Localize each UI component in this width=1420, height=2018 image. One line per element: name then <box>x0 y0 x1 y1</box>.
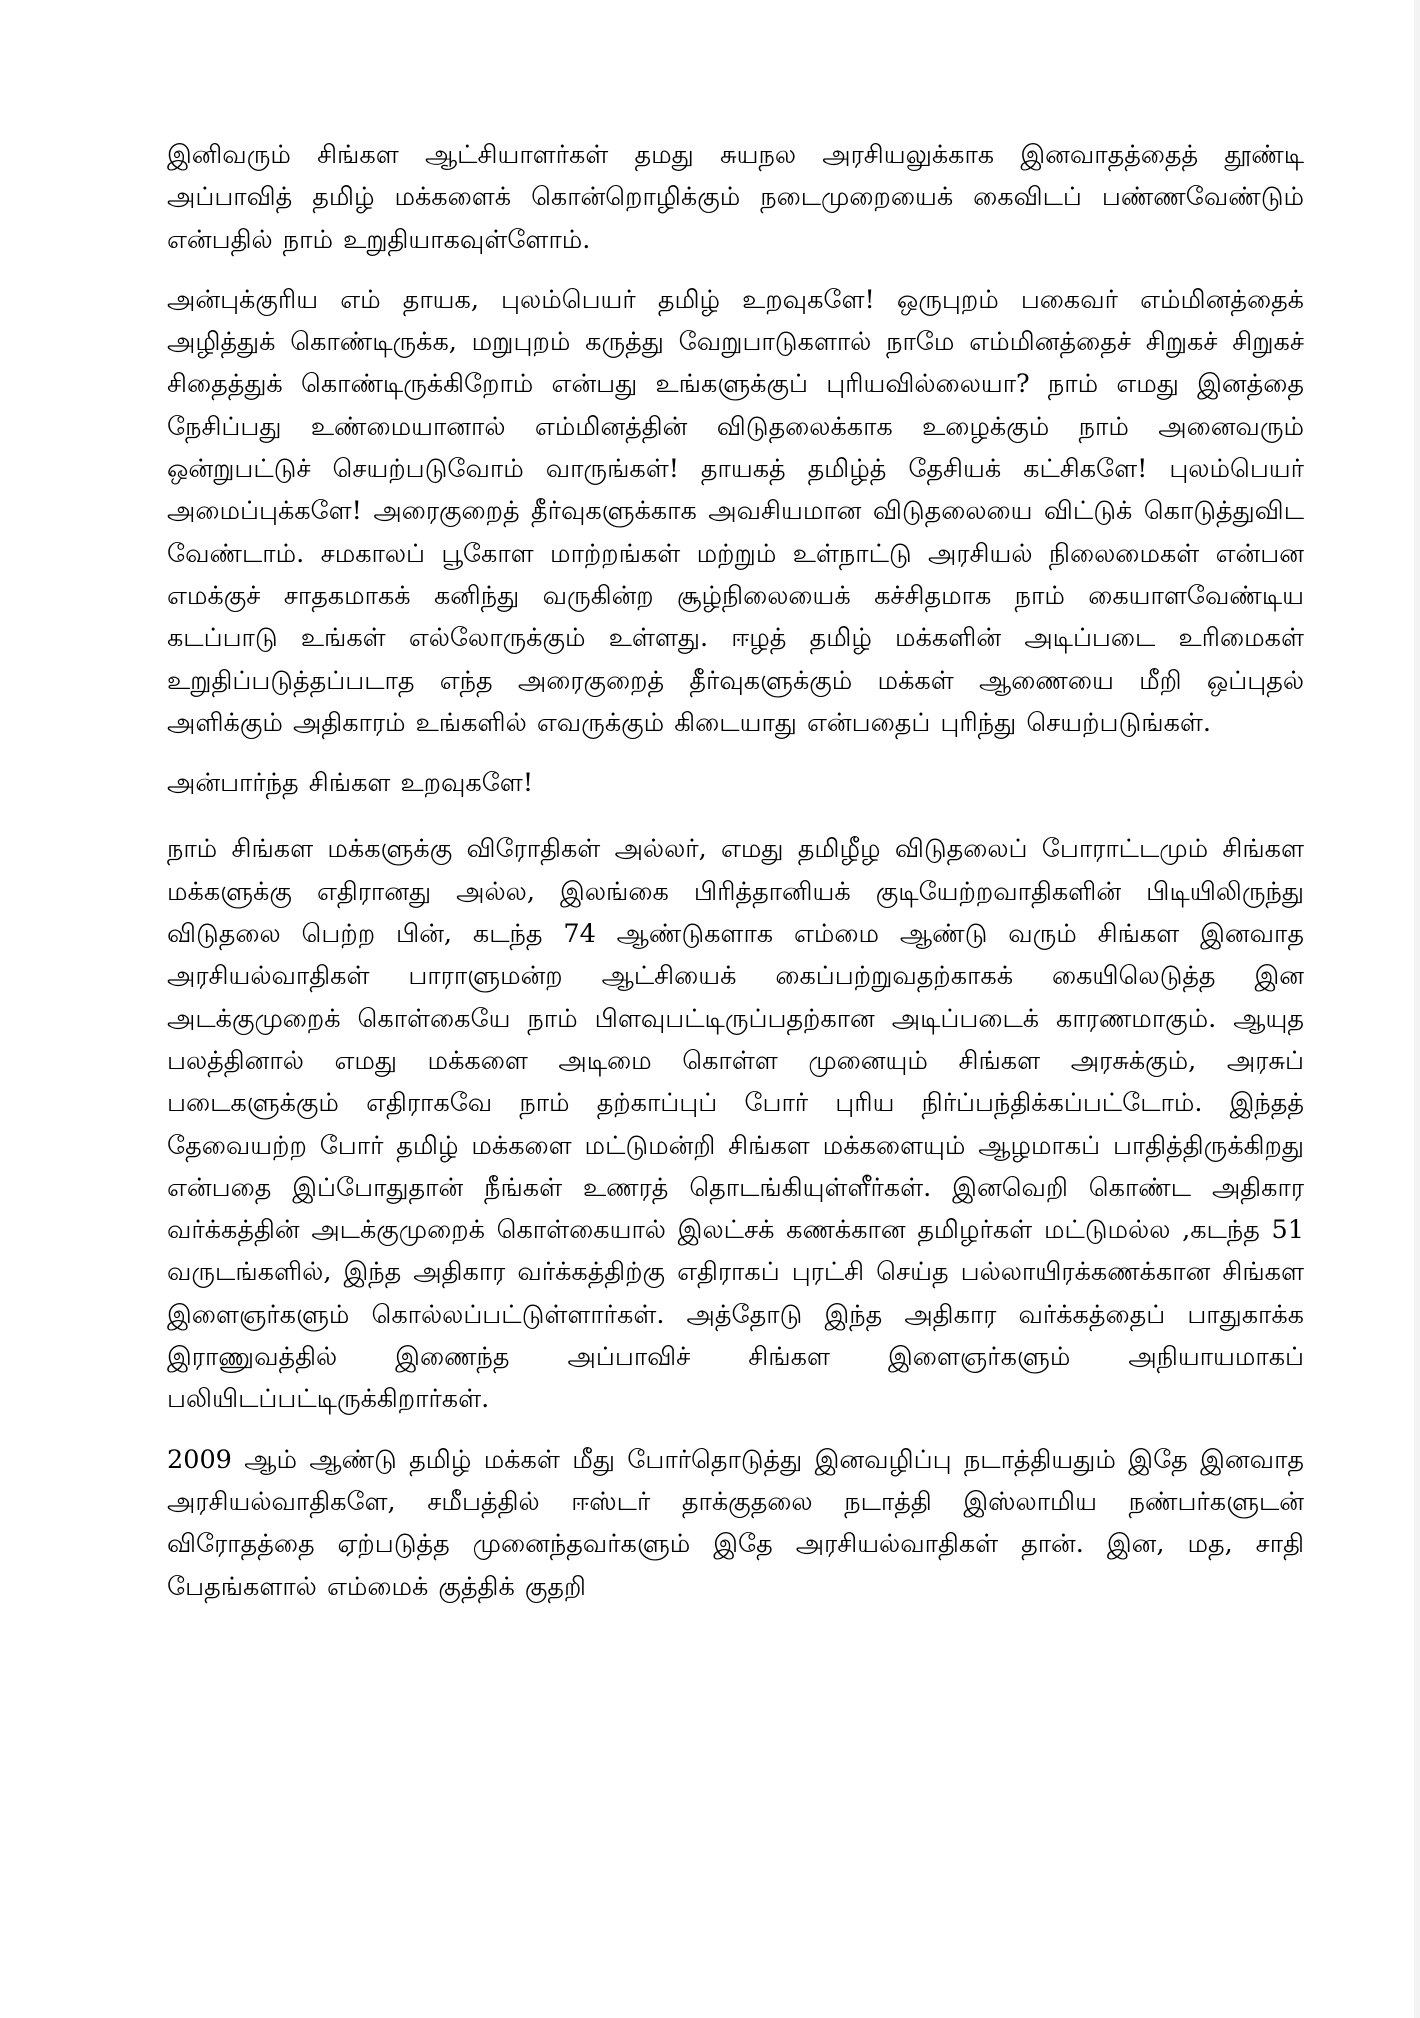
paragraph-1: இனிவரும் சிங்கள ஆட்சியாளர்கள் தமது சுயநல அரசியலுக்காக இனவாதத்தைத் தூண்டி அப்பாவித் தமிழ் மக்களைக் கொன்றொழிக்கும் நடைமுறையைக் கைவிடப் பண்ணவேண்டும் என்பதில் நாம் உறுதியாகவுள்ளோம். <box>167 140 1304 255</box>
paragraph-5: 2009 ஆம் ஆண்டு தமிழ் மக்கள் மீது போர்தொடுத்து இனவழிப்பு நடாத்தியதும் இதே இனவாத அரசியல்வாதிகளே, சமீபத்தில் ஈஸ்டர் தாக்குதலை நடாத்தி இஸ்லாமிய நண்பர்களுடன் விரோதத்தை ஏற்படுத்த முனைந்தவர்களும் இதே அரசியல்வாதிகள் தான். இன, மத, சாதி பேதங்களால் எம்மைக் குத்திக் குதறி <box>167 1444 1304 1602</box>
paragraph-2: அன்புக்குரிய எம் தாயக, புலம்பெயர் தமிழ் உறவுகளே! ஒருபுறம் பகைவர் எம்மினத்தைக் அழித்துக் கொண்டிருக்க, மறுபுறம் கருத்து வேறுபாடுகளால் நாமே எம்மினத்தைச் சிறுகச் சிறுகச் சிதைத்துக் கொண்டிருக்கிறோம் என்பது உங்களுக்குப் புரியவில்லையா? நாம் எமது இனத்தை நேசிப்பது உண்மையானால் எம்மினத்தின் விடுதலைக்காக உழைக்கும் நாம் அனைவரும் ஒன்றுபட்டுச் செயற்படுவோம் வாருங்கள்! தாயகத் தமிழ்த் தேசியக் கட்சிகளே! புலம்பெயர் அமைப்புக்களே! அரைகுறைத் தீர்வுகளுக்காக அவசியமான விடுதலையை விட்டுக் கொடுத்துவிட வேண்டாம். சமகாலப் பூகோள மாற்றங்கள் மற்றும் உள்நாட்டு அரசியல் நிலைமைகள் என்பன எமக்குச் சாதகமாகக் கனிந்து வருகின்ற சூழ்நிலையைக் கச்சிதமாக நாம் கையாளவேண்டிய கடப்பாடு உங்கள் எல்லோருக்கும் உள்ளது. ஈழத் தமிழ் மக்களின் அடிப்படை உரிமைகள் உறுதிப்படுத்தப்படாத எந்த அரைகுறைத் தீர்வுகளுக்கும் மக்கள் ஆணையை மீறி ஒப்புதல் அளிக்கும் அதிகாரம் உங்களில் எவருக்கும் கிடையாது என்பதைப் புரிந்து செயற்படுங்கள். <box>167 284 1304 738</box>
page-edge <box>1414 0 1420 2018</box>
paragraph-3-salutation: அன்பார்ந்த சிங்கள உறவுகளே! <box>167 768 534 799</box>
paragraph-4: நாம் சிங்கள மக்களுக்கு விரோதிகள் அல்லர், எமது தமிழீழ விடுதலைப் போராட்டமும் சிங்கள மக்களுக்கு எதிரானது அல்ல, இலங்கை பிரித்தானியக் குடியேற்றவாதிகளின் பிடியிலிருந்து விடுதலை பெற்ற பின், கடந்த 74 ஆண்டுகளாக எம்மை ஆண்டு வரும் சிங்கள இனவாத அரசியல்வாதிகள் பாராளுமன்ற ஆட்சியைக் கைப்பற்றுவதற்காகக் கையிலெடுத்த இன அடக்குமுறைக் கொள்கையே நாம் பிளவுபட்டிருப்பதற்கான அடிப்படைக் காரணமாகும். ஆயுத பலத்தினால் எமது மக்களை அடிமை கொள்ள முனையும் சிங்கள அரசுக்கும், அரசுப் படைகளுக்கும் எதிராகவே நாம் தற்காப்புப் போர் புரிய நிர்ப்பந்திக்கப்பட்டோம். இந்தத் தேவையற்ற போர் தமிழ் மக்களை மட்டுமன்றி சிங்கள மக்களையும் ஆழமாகப் பாதித்திருக்கிறது என்பதை இப்போதுதான் நீங்கள் உணரத் தொடங்கியுள்ளீர்கள். இனவெறி கொண்ட அதிகார வர்க்கத்தின் அடக்குமுறைக் கொள்கையால் இலட்சக் கணக்கான தமிழர்கள் மட்டுமல்ல ,கடந்த 51 வருடங்களில், இந்த அதிகார வர்க்கத்திற்கு எதிராகப் புரட்சி செய்த பல்லாயிரக்கணக்கான சிங்கள இளைஞர்களும் கொல்லப்பட்டுள்ளார்கள். அத்தோடு இந்த அதிகார வர்க்கத்தைப் பாதுகாக்க இராணுவத்தில் இணைந்த அப்பாவிச் சிங்கள இளைஞர்களும் அநியாயமாகப் பலியிடப்பட்டிருக்கிறார்கள். <box>167 834 1304 1415</box>
body-text <box>167 134 1304 1626</box>
